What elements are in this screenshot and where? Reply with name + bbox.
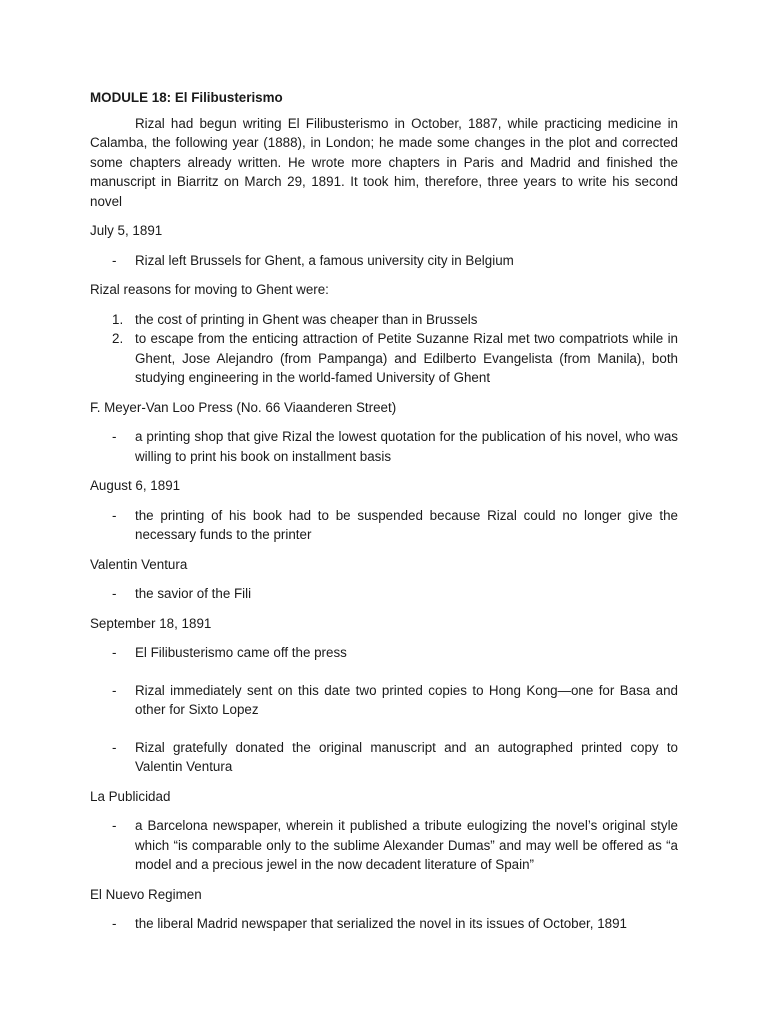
list-item-text: Rizal gratefully donated the original manuscript and an autographed printed copy to Valentin Ventura [135,739,678,774]
list-item-text: to escape from the enticing attraction of Petite Suzanne Rizal met two compatriots while in Ghent, Jose Alejandro (from Pampanga) and Edilberto Evangelista (from Manila), both studying engineering in the world-famed University of Ghent [135,331,678,385]
section-heading-valentin-ventura: Valentin Ventura [90,556,188,572]
list-item-text: El Filibusterismo came off the press [135,645,347,660]
bullet-list [90,251,678,271]
list-item-text: the liberal Madrid newspaper that serialized the novel in its issues of October, 1891 [135,916,628,931]
number-marker: 1. [112,311,124,327]
bullet-list [90,643,678,777]
list-item [90,251,678,271]
list-item [90,738,678,777]
bullet-list [90,816,678,875]
dash-marker: - [112,429,117,444]
dash-marker: - [112,645,117,660]
dash-marker: - [112,818,117,833]
list-item-text: the cost of printing in Ghent was cheaper than in Brussels [135,311,478,327]
list-item [90,914,678,934]
dash-marker: - [112,682,117,698]
bullet-list [90,584,678,604]
section-heading-september-18: September 18, 1891 [90,615,212,631]
list-item [90,506,678,545]
list-item [90,329,678,388]
section-heading-august-6: August 6, 1891 [90,478,181,493]
section-heading-reasons: Rizal reasons for moving to Ghent were: [90,282,329,297]
dash-marker: - [112,252,117,268]
intro-paragraph: Rizal had begun writing El Filibusterismo in October, 1887, while practicing medicine in Calamba, the following year (1888), in London; he made some changes in the plot and corrected some chapters already written. He wrote more chapters in Paris and Madrid and finished the manuscript in Biarritz on March 29, 1891. It took him, therefore, three years to write his second novel [90,115,678,209]
module-title: MODULE 18: El Filibusterismo [90,90,283,105]
bullet-list [90,427,678,466]
dash-marker: - [112,916,117,931]
bullet-list [90,914,678,934]
bullet-list [90,506,678,545]
list-item [90,816,678,875]
section-heading-july-5: July 5, 1891 [90,223,163,238]
list-item-text: the printing of his book had to be suspended because Rizal could no longer give the necessary funds to the printer [135,507,678,542]
list-item-text: a printing shop that give Rizal the lowest quotation for the publication of his novel, who was willing to print his book on installment basis [135,429,678,464]
list-item [90,584,678,604]
list-item-text: a Barcelona newspaper, wherein it published a tribute eulogizing the novel’s original style which “is comparable only to the sublime Alexander Dumas” and may well be offered as “a model and a precious jewel in the now decadent literature of Spain” [135,818,678,872]
list-item-text: Rizal immediately sent on this date two printed copies to Hong Kong—one for Basa and other for Sixto Lopez [135,682,678,717]
section-heading-press: F. Meyer-Van Loo Press (No. 66 Viaanderen Street) [90,399,397,415]
list-item [90,427,678,466]
section-heading-el-nuevo-regimen: El Nuevo Regimen [90,886,202,902]
number-marker: 2. [112,331,124,346]
list-item-text: the savior of the Fili [135,586,252,601]
list-item-text: Rizal left Brussels for Ghent, a famous university city in Belgium [135,252,514,268]
section-heading-la-publicidad: La Publicidad [90,788,171,804]
dash-marker: - [112,507,117,523]
dash-marker: - [112,586,117,601]
numbered-list [90,310,678,388]
list-item [90,681,678,720]
list-item [90,310,678,330]
list-item [90,643,678,663]
dash-marker: - [112,739,117,755]
document-page [90,88,678,944]
